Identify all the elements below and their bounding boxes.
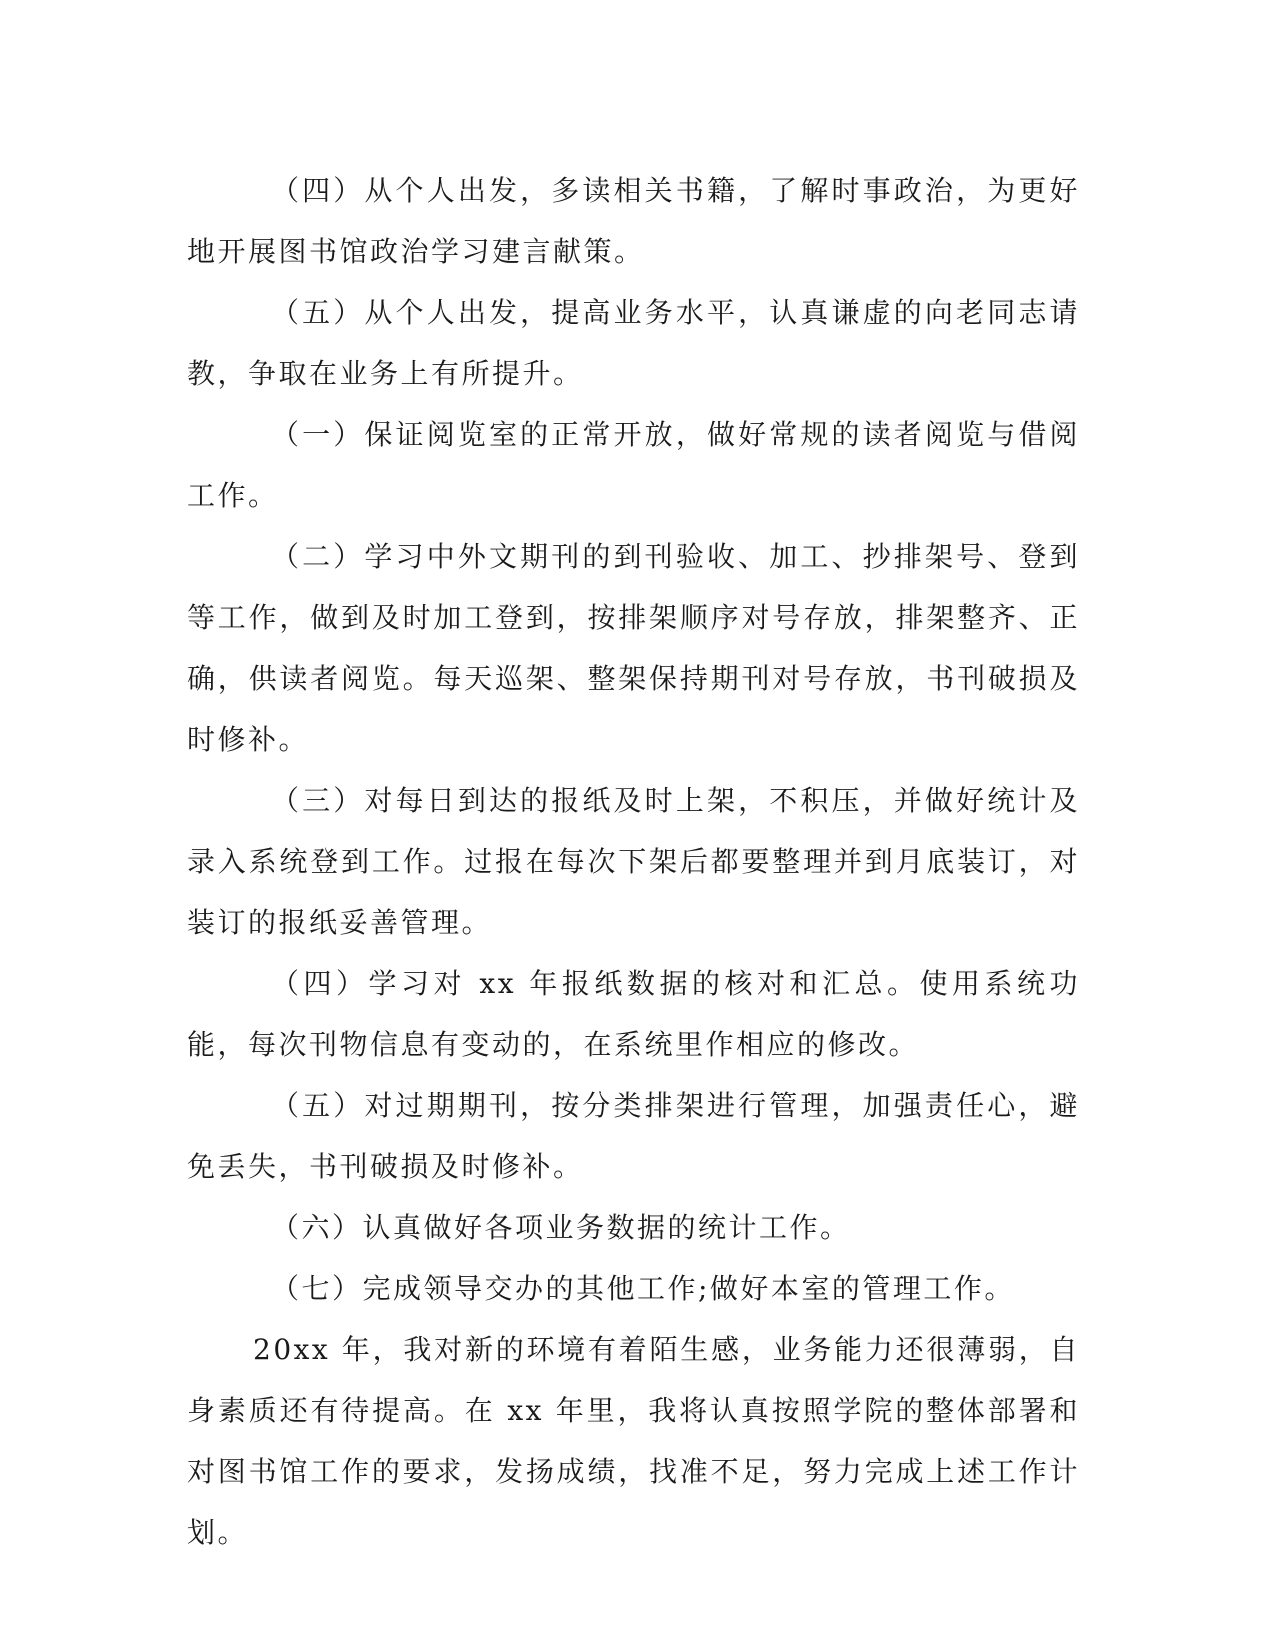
paragraph-conclusion: 20xx 年，我对新的环境有着陌生感，业务能力还很薄弱，自身素质还有待提高。在 xx 年里，我将认真按照学院的整体部署和对图书馆工作的要求，发扬成绩，找准不足，努力完成上述工作计划。 (187, 1333, 1080, 1549)
paragraph-other-work: （七）完成领导交办的其他工作;做好本室的管理工作。 (271, 1272, 1015, 1305)
paragraph-expired-periodicals: （五）对过期期刊，按分类排架进行管理，加强责任心，避免丢失，书刊破损及时修补。 (187, 1089, 1080, 1183)
paragraph-personal-study: （四）从个人出发，多读相关书籍，了解时事政治，为更好地开展图书馆政治学习建言献策。 (187, 174, 1080, 268)
paragraph-data-check: （四）学习对 xx 年报纸数据的核对和汇总。使用系统功能，每次刊物信息有变动的，在系统里作相应的修改。 (187, 967, 1080, 1061)
paragraph-reading-room: （一）保证阅览室的正常开放，做好常规的读者阅览与借阅工作。 (187, 418, 1080, 512)
paragraph-periodicals: （二）学习中外文期刊的到刊验收、加工、抄排架号、登到等工作，做到及时加工登到，按排架顺序对号存放，排架整齐、正确，供读者阅览。每天巡架、整架保持期刊对号存放，书刊破损及时修补。 (187, 540, 1080, 756)
paragraph-newspapers: （三）对每日到达的报纸及时上架，不积压，并做好统计及录入系统登到工作。过报在每次下架后都要整理并到月底装订，对装订的报纸妥善管理。 (187, 784, 1080, 939)
document-body (187, 160, 1080, 1563)
paragraph-statistics: （六）认真做好各项业务数据的统计工作。 (271, 1211, 851, 1244)
paragraph-business-level: （五）从个人出发，提高业务水平，认真谦虚的向老同志请教，争取在业务上有所提升。 (187, 296, 1080, 390)
